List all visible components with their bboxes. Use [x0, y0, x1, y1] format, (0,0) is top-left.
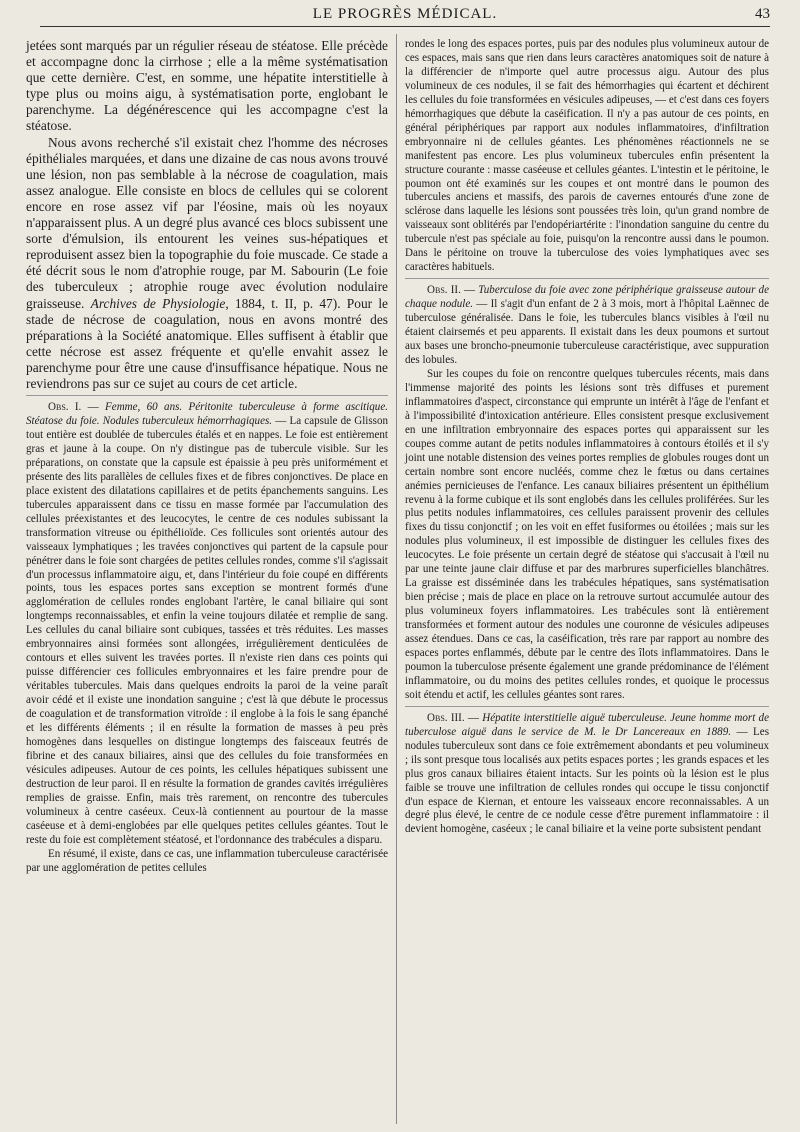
obs-body: Il s'agit d'un enfant de 2 à 3 mois, mort à l'hôpital Laënnec de tuberculose généralisée. Dans le foie, les tubercules blancs visibles à l'œil nu étaient clairsemés et peu apparents. Il existait dans les deux poumons et surtout aux bases une broncho-pneumonie tuberculeuse caractéristique, avec suppuration des lobules. — [405, 298, 769, 366]
paragraph: jetées sont marqués par un régulier réseau de stéatose. Elle précède et accompagne donc la cirrhose ; elle a la même systématisation que cette dernière. C'est, en somme, une hépatite interstitielle à type plus ou moins aigu, à systématisation porte, englobant le parenchyme. La dégénérescence qui les accompagne c'est la stéatose. — [26, 38, 388, 134]
obs-label: Obs. I. — [48, 401, 82, 414]
obs-title: Tuberculose du foie avec zone périphérique graisseuse autour de chaque nodule. — [405, 284, 769, 311]
obs-title: Hépatite interstitielle aiguë tuberculeuse. Jeune homme mort de tuberculose aiguë dans le service de M. le Dr Lancereaux en 1889. — [405, 711, 769, 738]
obs-label: Obs. II. — [427, 284, 461, 297]
observation-2: Obs. II. — Tuberculose du foie avec zone périphérique graisseuse autour de chaque nodule. — Il s'agit d'un enfant de 2 à 3 mois, mort à l'hôpital Laënnec de tuberculose généralisée. Dans le foie, les tubercules blancs visibles à l'œil nu étaient clairsemés et peu apparents. Il existait dans les deux poumons et surtout aux bases une broncho-pneumonie tuberculeuse caractéristique, avec suppuration des lobules. — [405, 284, 769, 366]
running-header — [40, 4, 770, 27]
obs-label: Obs. III. — [427, 711, 465, 724]
page-number: 43 — [755, 6, 770, 22]
obs-body: La capsule de Glisson tout entière est doublée de tubercules étalés et en nappes. Le foie est entièrement gras et jaune à la coupe. On n'y distingue pas de tubercule visible. Sur les préparations, on constate que la capsule est épaissie à peu près uniformément et présente des lits parallèles de cellules fixes et de fibres conjonctives. De place en place existent des dilatations capillaires et de petits épanchements sanguins. Les tubercules apparaissent dans ce tissu en masse formée par l'accumulation des cellules préexistantes et des leucocytes, le centre de ces nodules subissant la transformation vitreuse ou épithélioïde. Ces follicules sont orientés autour des vaisseaux lymphatiques ; les travées conjonctives qui partent de la capsule pour pénétrer dans le foie sont chargées de petites cellules rondes, comme s'il s'agissait d'un processus inflammatoire aigu, et, dans l'intérieur du foie coupé en différents points, tous les espaces portes sans exception se montrent formés d'une agglomération de cellules rondes englobant l'artère, le canal biliaire qui sont longtemps reconnaissables, et enfin la veine toujours dilatée et remplie de sang. Les cellules du canal biliaire sont cubiques, tassées et très réduites. Les masses embryonnaires ainsi formées sont allongées, irrégulièrement denticulées de contours et elles suivent les travées portes. Il n'existe rien dans ces points qui puisse différencier ces follicules embryonnaires et les faire prendre pour de véritables tubercules. Mais dans quelques endroits la paroi de la veine paraît avoir cédé et il existe une inondation sanguine ; c'est là que débute le processus de coagulation et de transformation vitroïde : il englobe à la fois le sang épanché et les différents éléments ; il en résulte la formation de masses à peu près homogènes dans lesquelles on distingue longtemps des faisceaux feutrés de fibrine et des canaux biliaires, ainsi que des cellules du foie transformées en vésicules adipeuses. Autour de ces points, les cellules hépatiques subissent une destruction de leur paroi. Il en résulte la formation de grandes cavités irrégulières remplies de graisse. Enfin, mais très rarement, on rencontre des tubercules volumineux à centre caséeux. Ceux-là contiennent au pourtour de la masse caséeuse et à demi-englobées par elle quelques petites cellules géantes. Tout le reste du foie est complètement stéatosé, et l'ordonnance des trabécules a disparu. — [26, 415, 388, 846]
journal-reference: Archives de Physiologie — [90, 295, 226, 311]
obs-body: Les nodules tuberculeux sont dans ce foie extrêmement abondants et peu volumineux ; ils sont presque tous localisés aux petits espaces portes ; les grands espaces et les plus gros canaux biliaires étaient intacts. Sur les points où la lésion est le plus faible se trouve une infiltration de cellules rondes qui occupe le tissu conjonctif d'un espace de Kiernan, et entoure les vaisseaux encore reconnaissables. A un degré plus élevé, le centre de ce nodule cesse d'être purement inflammatoire : il devient homogène, caséeux ; le canal biliaire et la veine porte subsistent pendant — [405, 725, 769, 836]
observation-3: Obs. III. — Hépatite interstitielle aiguë tuberculeuse. Jeune homme mort de tuberculose aiguë dans le service de M. le Dr Lancereaux en 1889. — Les nodules tuberculeux sont dans ce foie extrêmement abondants et peu volumineux ; ils sont presque tous localisés aux petits espaces portes ; les grands espaces et les plus gros canaux biliaires étaient intacts. Sur les points où la lésion est le plus faible se trouve une infiltration de cellules rondes qui occupe le tissu conjonctif d'un espace de Kiernan, et entoure les vaisseaux encore reconnaissables. A un degré plus élevé, le centre de ce nodule cesse d'être purement inflammatoire : il devient homogène, caséeux ; le canal biliaire et la veine porte subsistent pendant — [405, 711, 769, 836]
paragraph: rondes le long des espaces portes, puis par des nodules plus volumineux autour de ces espaces, mais sans que rien dans leurs caractères anatomiques soit de nature à la différencier de n'importe quel autre processus aigu. Autour des plus volumineux de ces nodules, il se fait des hémorrhagies qui écartent et déchirent les cellules du foie transformées en vésicules adipeuses, — et c'est dans ces foyers hémorrhagiques que débute la caséification. Il n'y a pas autour de ces points, en général périphériques par rapport aux nodules inflammatoires, d'infiltration embryonnaire ni de cellules géantes. Les phénomènes réactionnels ne se manifestent pas encore. Les plus volumineux tubercules enfin présentent la structure courante : masse caséeuse et cellules géantes. L'intestin et le péritoine, le poumon ont été examinés sur les coupes et ont montré dans le poumon des tubercules anciens et massifs, des parois de cavernes entourés d'une zone de sclérose dans laquelle les lésions sont poussées très loin, qu'un grand nombre de vaisseaux sont oblitérés par l'endopériartérite : l'inondation sanguine du centre du tubercule n'est pas spéciale au foie, puisqu'on la rencontre aussi dans le poumon. Dans le péritoine on trouve la tuberculose des voies lymphatiques avec ses caractères habituels. — [405, 38, 769, 274]
paragraph: Sur les coupes du foie on rencontre quelques tubercules récents, mais dans l'immense majorité des points les lésions sont très diffuses et purement inflammatoires d'aspect, circonstance qui emprunte un intérêt à l'âge de l'enfant et à l'impossibilité d'intoxication antérieure. Elles consistent presque exclusivement en une infiltration embryonnaire des espaces portes qui apparaissent sur les coupes comme autant de petits nodules inflammatoires à contours étoilés et il s'y joint une notable distension des veines portes remplies de globules rouges dont un certain nombre sont encore nucléés, comme chez le fœtus ou dans certaines anémies pernicieuses de l'enfance. Les canaux biliaires présentent un épithélium revenu à la forme cubique et ils sont englobés dans les cellules proliférées. Sur les plus petits nodules inflammatoires, ces cellules paraissent provenir des cellules fixes du tissu conjonctif ; on les voit en effet fusiformes ou étoilées ; mais sur les nodules plus volumineux, il est impossible de distinguer les cellules fixes des leucocytes. Le foie présente un certain degré de stéatose qui s'accusait à l'œil nu par une teinte jaune clair diffuse et par des marbrures superficielles blanchâtres. La graisse est disséminée dans les trabécules hépatiques, sans systématisation bien précise ; mais de place en place on la retrouve surtout accumulée autour des plus volumineux foyers inflammatoires. Les trabécules sont là entièrement transformées et forment autour des nodules une couronne de vésicules adipeuses assez étendues. Dans ce cas, la caséification, très rare par rapport au nombre des espaces portes enflammés, débute par le centre des îlots inflammatoires. Dans le poumon la tuberculose présente également une grande prédominance de l'élément inflammatoire, ou du moins des petites cellules rondes, et quoique le processus soit étendu et actif, les cellules géantes sont rares. — [405, 367, 769, 701]
observation-1: Obs. I. — Femme, 60 ans. Péritonite tuberculeuse à forme ascitique. Stéatose du foie. Nodules tuberculeux hémorrhagiques. — La capsule de Glisson tout entière est doublée de tubercules étalés et en nappes. Le foie est entièrement gras et jaune à la coupe. On n'y distingue pas de tubercule visible. Sur les préparations, on constate que la capsule est épaissie à peu près uniformément et présente des lits parallèles de cellules fixes et de fibres conjonctives. De place en place existent des dilatations capillaires et de petits épanchements sanguins. Les tubercules apparaissent dans ce tissu en masse formée par l'accumulation des cellules préexistantes et des leucocytes, le centre de ces nodules subissant la transformation vitreuse ou épithélioïde. Ces follicules sont orientés autour des vaisseaux lymphatiques ; les travées conjonctives qui partent de la capsule pour pénétrer dans le foie sont chargées de petites cellules rondes, comme s'il s'agissait d'un processus inflammatoire aigu, et, dans l'intérieur du foie coupé en différents points, tous les espaces portes sans exception se montrent formés d'une agglomération de cellules rondes englobant l'artère, le canal biliaire qui sont longtemps reconnaissables, et enfin la veine toujours dilatée et remplie de sang. Les cellules du canal biliaire sont cubiques, tassées et très réduites. Les masses embryonnaires ainsi formées sont allongées, irrégulièrement denticulées de contours et elles suivent les travées portes. Il n'existe rien dans ces points qui puisse différencier ces follicules embryonnaires et les faire prendre pour de véritables tubercules. Mais dans quelques endroits la paroi de la veine paraît avoir cédé et il existe une inondation sanguine ; c'est là que débute le processus de coagulation et de transformation vitroïde : il englobe à la fois le sang épanché et les différents éléments ; il en résulte la formation de masses à peu près homogènes dans lesquelles on distingue longtemps des faisceaux feutrés de fibrine et des canaux biliaires, ainsi que des cellules du foie transformées en vésicules adipeuses. Autour de ces points, les cellules hépatiques subissent une destruction de leur paroi. Il en résulte la formation de grandes cavités irrégulières remplies de graisse. Enfin, mais très rarement, on rencontre des tubercules volumineux à centre caséeux. Ceux-là contiennent au pourtour de la masse caséeuse et à demi-englobées par elle quelques petites cellules géantes. Tout le reste du foie est complètement stéatosé, et l'ordonnance des trabécules a disparu. — [26, 401, 388, 846]
left-column — [26, 38, 388, 875]
separator — [405, 278, 769, 279]
separator — [405, 706, 769, 707]
paragraph — [26, 135, 388, 393]
text-run: , 1884, t. II, p. 47). Pour le stade de nécrose de coagulation, nous en avons montré des préparations à la Société anatomique. Elles suffisent à établir que cette nécrose est assez fréquente et qu'elle envahit assez le parenchyme pour être une cause d'insuffisance hépatique. Nous ne reviendrons pas sur ce sujet au cours de cet article. — [26, 295, 388, 391]
obs-title: Femme, 60 ans. Péritonite tuberculeuse à forme ascitique. Stéatose du foie. Nodules tuberculeux hémorrhagiques. — [26, 401, 388, 428]
right-column — [405, 38, 769, 837]
paragraph: En résumé, il existe, dans ce cas, une inflammation tuberculeuse caractérisée par une agglomération de petites cellules — [26, 847, 388, 874]
journal-title: LE PROGRÈS MÉDICAL. — [312, 6, 498, 22]
column-divider — [396, 34, 397, 1124]
separator — [26, 395, 388, 396]
text-run: Nous avons recherché s'il existait chez l'homme des nécroses épithéliales marquées, et dans une dizaine de cas nous avons trouvé une lésion, non pas semblable à la nécrose de coagulation, mais assez analogue. Elle consiste en blocs de cellules qui se colorent encore en rose assez vif par l'éosine, mais où les noyaux n'apparaissent plus. A un degré plus avancé ces blocs subissent une sorte d'émulsion, ils entourent les veines sus-hépatiques et reproduisent assez bien la topographie du foie muscade. Ce stade a été décrit sous le nom d'atrophie rouge, par M. Sabourin (Le foie des tuberculeux ; atrophie rouge avec évolution nodulaire graisseuse. — [26, 134, 388, 311]
